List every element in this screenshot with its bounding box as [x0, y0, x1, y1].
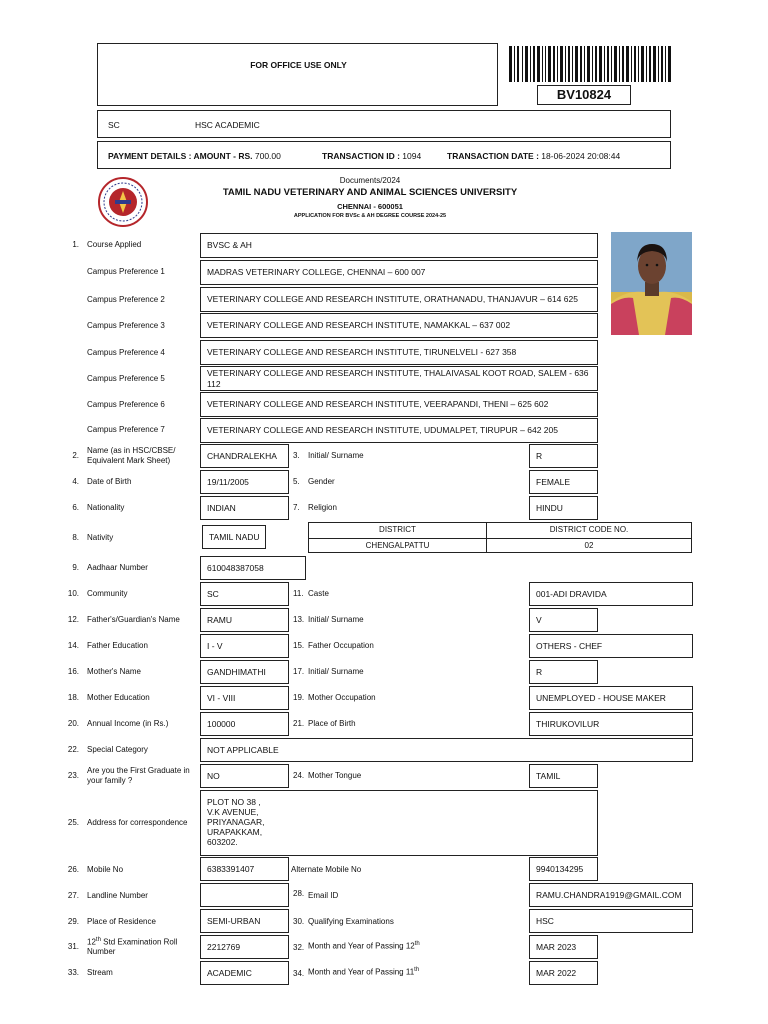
qual-num: 30.: [293, 917, 305, 926]
campus-pref-4-value: VETERINARY COLLEGE AND RESEARCH INSTITUTE, TIRUNELVELI - 627 358: [200, 340, 598, 365]
mother-initial-value: R: [529, 660, 598, 684]
aadhaar-label: Aadhaar Number: [87, 563, 148, 572]
name-value: CHANDRALEKHA: [200, 444, 289, 468]
religion-value: HINDU: [529, 496, 598, 520]
mother-initial-label: Initial/ Surname: [308, 667, 364, 676]
university-city: CHENNAI - 600051: [337, 202, 403, 211]
course-label: Course Applied: [87, 240, 142, 249]
roll-num: 31.: [67, 942, 79, 951]
email-num: 28.: [293, 889, 305, 898]
mother-occ-num: 19.: [293, 693, 305, 702]
aadhaar-value: 610048387058: [200, 556, 306, 580]
mobile-label: Mobile No: [87, 865, 124, 874]
father-num: 12.: [67, 615, 79, 624]
landline-num: 27.: [67, 891, 79, 900]
income-num: 20.: [67, 719, 79, 728]
dob-num: 4.: [72, 477, 79, 486]
address-line-3: PRIYANAGAR,: [207, 817, 265, 827]
pass12-value: MAR 2023: [529, 935, 598, 959]
district-code-value: 02: [584, 541, 594, 550]
roll-value: 2212769: [200, 935, 289, 959]
campus-pref-3-label: Campus Preference 3: [87, 321, 165, 330]
father-occ-label: Father Occupation: [308, 641, 374, 650]
special-label: Special Category: [87, 745, 148, 754]
mother-occ-label: Mother Occupation: [308, 693, 376, 702]
campus-pref-6-label: Campus Preference 6: [87, 400, 165, 409]
father-edu-value: I - V: [200, 634, 289, 658]
father-occ-value: OTHERS - CHEF: [529, 634, 693, 658]
landline-value: [200, 883, 289, 907]
community-value: SC: [200, 582, 289, 606]
district-header: DISTRICT: [379, 525, 416, 534]
university-name: TAMIL NADU VETERINARY AND ANIMAL SCIENCES UNIVERSITY: [222, 187, 518, 198]
roll-label: 12th Std Examination Roll Number: [87, 937, 178, 957]
campus-pref-1-label: Campus Preference 1: [87, 267, 165, 276]
mother-edu-value: VI - VIII: [200, 686, 289, 710]
father-label: Father's/Guardian's Name: [87, 615, 180, 624]
campus-pref-7-value: VETERINARY COLLEGE AND RESEARCH INSTITUTE, UDUMALPET, TIRUPUR – 642 205: [200, 418, 598, 443]
email-label: Email ID: [308, 891, 339, 900]
aadhaar-num: 9.: [72, 563, 79, 572]
dob-value: 19/11/2005: [200, 470, 289, 494]
nationality-label: Nationality: [87, 503, 125, 512]
father-edu-label: Father Education: [87, 641, 148, 650]
document-reference: Documents/2024: [339, 176, 401, 185]
course-num: 1.: [72, 240, 79, 249]
pass12-label: Month and Year of Passing 12th: [308, 941, 420, 951]
pass12-num: 32.: [293, 943, 305, 952]
father-edu-num: 14.: [67, 641, 79, 650]
nativity-value: TAMIL NADU: [202, 525, 266, 549]
pob-value: THIRUKOVILUR: [529, 712, 693, 736]
father-initial-value: V: [529, 608, 598, 632]
community-label: Community: [87, 589, 128, 598]
campus-pref-1-value: MADRAS VETERINARY COLLEGE, CHENNAI – 600 007: [200, 260, 598, 285]
university-seal-icon: [97, 176, 149, 228]
initial-label: Initial/ Surname: [308, 451, 364, 460]
campus-pref-3-value: VETERINARY COLLEGE AND RESEARCH INSTITUTE, NAMAKKAL – 637 002: [200, 313, 598, 338]
transaction-id: TRANSACTION ID : 1094: [322, 151, 422, 161]
dob-label: Date of Birth: [87, 477, 132, 486]
special-value: NOT APPLICABLE: [200, 738, 693, 762]
first-grad-num: 23.: [67, 771, 79, 780]
tongue-num: 24.: [293, 771, 305, 780]
campus-pref-5-value: VETERINARY COLLEGE AND RESEARCH INSTITUTE, THALAIVASAL KOOT ROAD, SALEM - 636 112: [200, 366, 598, 391]
tongue-value: TAMIL: [529, 764, 598, 788]
mother-value: GANDHIMATHI: [200, 660, 289, 684]
category-strip: [97, 110, 671, 138]
father-initial-num: 13.: [293, 615, 305, 624]
father-initial-label: Initial/ Surname: [308, 615, 364, 624]
father-occ-num: 15.: [293, 641, 305, 650]
barcode-code: BV10824: [537, 85, 631, 105]
caste-num: 11.: [293, 589, 304, 598]
pob-label: Place of Birth: [308, 719, 356, 728]
residence-value: SEMI-URBAN: [200, 909, 289, 933]
mobile-num: 26.: [67, 865, 79, 874]
gender-num: 5.: [293, 477, 300, 486]
pob-num: 21.: [293, 719, 305, 728]
address-line-2: V.K AVENUE,: [207, 807, 259, 817]
stream-num: 33.: [67, 968, 79, 977]
religion-num: 7.: [293, 503, 300, 512]
campus-pref-5-label: Campus Preference 5: [87, 374, 165, 383]
address-line-5: 603202.: [207, 837, 238, 847]
nationality-value: INDIAN: [200, 496, 289, 520]
mother-initial-num: 17.: [293, 667, 305, 676]
income-label: Annual Income (in Rs.): [87, 719, 169, 728]
name-num: 2.: [72, 451, 79, 460]
campus-pref-4-label: Campus Preference 4: [87, 348, 165, 357]
district-code-header: DISTRICT CODE NO.: [549, 525, 629, 534]
applicant-photo: [611, 232, 692, 335]
campus-pref-7-label: Campus Preference 7: [87, 425, 165, 434]
community-code: SC: [108, 120, 120, 130]
barcode: [509, 46, 673, 82]
initial-num: 3.: [293, 451, 300, 460]
campus-pref-2-label: Campus Preference 2: [87, 295, 165, 304]
pass11-num: 34.: [293, 969, 305, 978]
alt-mobile-label: Alternate Mobile No: [291, 865, 362, 874]
mother-num: 16.: [67, 667, 79, 676]
district-value: CHENGALPATTU: [365, 541, 430, 550]
office-use-label: FOR OFFICE USE ONLY: [250, 60, 347, 70]
name-label: Name (as in HSC/CBSE/ Equivalent Mark Sheet): [87, 446, 176, 465]
nationality-num: 6.: [72, 503, 79, 512]
tongue-label: Mother Tongue: [308, 771, 362, 780]
application-title: APPLICATION FOR BVSc & AH DEGREE COURSE 2024-25: [293, 213, 447, 219]
qual-value: HSC: [529, 909, 693, 933]
gender-label: Gender: [308, 477, 335, 486]
address-num: 25.: [67, 818, 79, 827]
district-table: [308, 522, 692, 553]
address-value: [200, 790, 598, 856]
campus-pref-2-value: VETERINARY COLLEGE AND RESEARCH INSTITUTE, ORATHANADU, THANJAVUR – 614 625: [200, 287, 598, 312]
residence-label: Place of Residence: [87, 917, 156, 926]
first-grad-label: Are you the First Graduate in your family ?: [87, 766, 190, 785]
special-num: 22.: [67, 745, 79, 754]
office-use-box: [97, 43, 498, 106]
income-value: 100000: [200, 712, 289, 736]
caste-label: Caste: [308, 589, 329, 598]
transaction-date: TRANSACTION DATE : 18-06-2024 20:08:44: [447, 151, 621, 161]
mother-label: Mother's Name: [87, 667, 141, 676]
nativity-num: 8.: [72, 533, 79, 542]
stream-field-label: Stream: [87, 968, 113, 977]
father-value: RAMU: [200, 608, 289, 632]
first-grad-value: NO: [200, 764, 289, 788]
alt-mobile-value: 9940134295: [529, 857, 598, 881]
stream-value: ACADEMIC: [200, 961, 289, 985]
residence-num: 29.: [67, 917, 79, 926]
initial-value: R: [529, 444, 598, 468]
course-value: BVSC & AH: [200, 233, 598, 258]
payment-details: PAYMENT DETAILS : AMOUNT - RS. 700.00: [108, 151, 281, 161]
pass11-label: Month and Year of Passing 11th: [308, 967, 420, 977]
nativity-label: Nativity: [87, 533, 114, 542]
address-line-1: PLOT NO 38 ,: [207, 797, 261, 807]
mother-edu-label: Mother Education: [87, 693, 150, 702]
landline-label: Landline Number: [87, 891, 148, 900]
caste-value: 001-ADI DRAVIDA: [529, 582, 693, 606]
stream-label: HSC ACADEMIC: [195, 120, 260, 130]
address-line-4: URAPAKKAM,: [207, 827, 263, 837]
community-num: 10.: [67, 589, 79, 598]
campus-pref-6-value: VETERINARY COLLEGE AND RESEARCH INSTITUTE, VEERAPANDI, THENI – 625 602: [200, 392, 598, 417]
mother-edu-num: 18.: [67, 693, 79, 702]
mother-occ-value: UNEMPLOYED - HOUSE MAKER: [529, 686, 693, 710]
email-value: RAMU.CHANDRA1919@GMAIL.COM: [529, 883, 693, 907]
address-label: Address for correspondence: [87, 818, 188, 827]
payment-strip: [97, 141, 671, 169]
gender-value: FEMALE: [529, 470, 598, 494]
pass11-value: MAR 2022: [529, 961, 598, 985]
religion-label: Religion: [308, 503, 337, 512]
qual-label: Qualifying Examinations: [308, 917, 394, 926]
mobile-value: 6383391407: [200, 857, 289, 881]
